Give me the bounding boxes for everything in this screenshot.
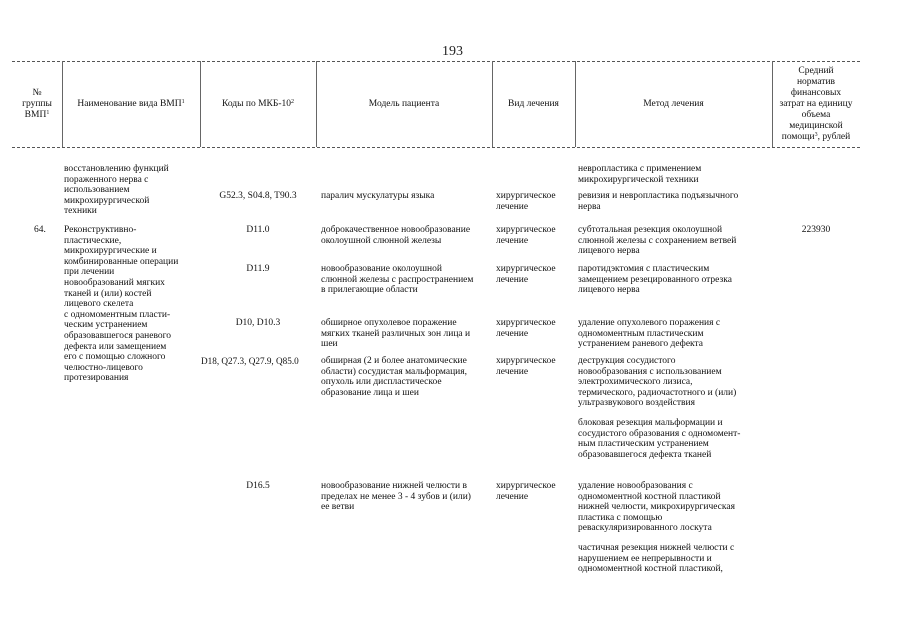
treatment-method-cell: ревизия и невропластика подъязычного нерва [578, 191, 739, 212]
treatment-method-cell: удаление новообразования с одномоментной костной пластикой нижней челюсти, микрохирургическая пластика с помощью реваскуляризированного лоскута [578, 481, 735, 534]
treatment-type-cell: хирургическое лечение [496, 318, 556, 339]
column-divider [316, 61, 317, 147]
treatment-type-cell: хирургическое лечение [496, 191, 556, 212]
patient-model-cell: новообразование околоушной слюнной железы с распространением в прилегающие области [321, 264, 474, 296]
header-treatment-type: Вид лечения [508, 98, 559, 109]
treatment-method-cell: паротидэктомия с пластическим замещением резецированного отрезка лицевого нерва [578, 264, 732, 296]
treatment-method-cell: удаление опухолевого поражения с одномоментным пластическим устранением раневого дефекта [578, 318, 721, 350]
mkb-code-cell: D16.5 [246, 481, 270, 491]
column-divider [575, 61, 576, 147]
mkb-code-cell: D10, D10.3 [235, 318, 281, 328]
header-group-number: № группы ВМП$^1$ [22, 87, 52, 120]
header-mkb-codes: Коды по МКБ-$10^2$ [221, 98, 295, 109]
mkb-code-cell: D11.0 [246, 225, 270, 235]
header-bottom-rule [12, 147, 860, 148]
treatment-method-cell: субтотальная резекция околоушной слюнной железы с сохранением ветвей лицевого нерва [578, 225, 737, 257]
treatment-type-cell: хирургическое лечение [496, 264, 556, 285]
patient-model-cell: доброкачественное новообразование околоушной слюнной железы [321, 225, 471, 246]
mkb-code-cell: G52.3, S04.8, T90.3 [219, 191, 297, 201]
treatment-method-cell: деструкция сосудистого новообразования с использованием электрохимического лизиса, термического, радиочастотного и (или) ультразвукового воздействия [578, 356, 737, 409]
header-vmp-name: Наименование вида ВМП$^1$ [77, 98, 185, 109]
treatment-type-cell: хирургическое лечение [496, 356, 556, 377]
column-divider [62, 61, 63, 147]
patient-model-cell: обширная (2 и более анатомические области) сосудистая мальформация, опухоль или диспластическое образование лица и шеи [321, 356, 468, 398]
treatment-method-cell: частичная резекция нижней челюсти с нарушением ее непрерывности и одномоментной костной пластикой, [578, 543, 735, 575]
page-number: 193 [442, 44, 463, 59]
continued-treatment-method: невропластика с применением микрохирургической техники [578, 164, 702, 185]
treatment-type-cell: хирургическое лечение [496, 225, 556, 246]
patient-model-cell: паралич мускулатуры языка [321, 191, 435, 201]
continued-vmp-name: восстановлению функций пораженного нерва с использованием микрохирургической техники [64, 164, 169, 217]
header-average-cost: Средний норматив финансовых затрат на единицу объема медицинской помощи$^3$, рублей [779, 65, 853, 142]
average-cost-value: 223930 [801, 225, 831, 235]
mkb-code-cell: D11.9 [246, 264, 270, 274]
header-treatment-method: Метод лечения [643, 98, 704, 109]
header-patient-model: Модель пациента [368, 98, 440, 109]
patient-model-cell: новообразование нижней челюсти в пределах не менее 3 - 4 зубов и (или) ее ветви [321, 481, 471, 513]
column-divider [492, 61, 493, 147]
group-number: 64. [34, 225, 46, 235]
patient-model-cell: обширное опухолевое поражение мягких тканей различных зон лица и шеи [321, 318, 471, 350]
vmp-type-name: Реконструктивно- пластические, микрохирургические и комбинированные операции при лечении новообразований мягких тканей и (или) костей лицевого скелета с одномоментным пласти- ческим устранением образовавшегося раневого дефекта или замещением его с помощью сложного челюстно-лицевого протезирования [64, 225, 179, 384]
column-divider [200, 61, 201, 147]
treatment-method-cell: блоковая резекция мальформации и сосудистого образования с одномомент- ным пластическим устранением образовавшегося дефекта тканей [578, 418, 741, 460]
treatment-type-cell: хирургическое лечение [496, 481, 556, 502]
mkb-code-cell: D18, Q27.3, Q27.9, Q85.0 [201, 356, 299, 366]
